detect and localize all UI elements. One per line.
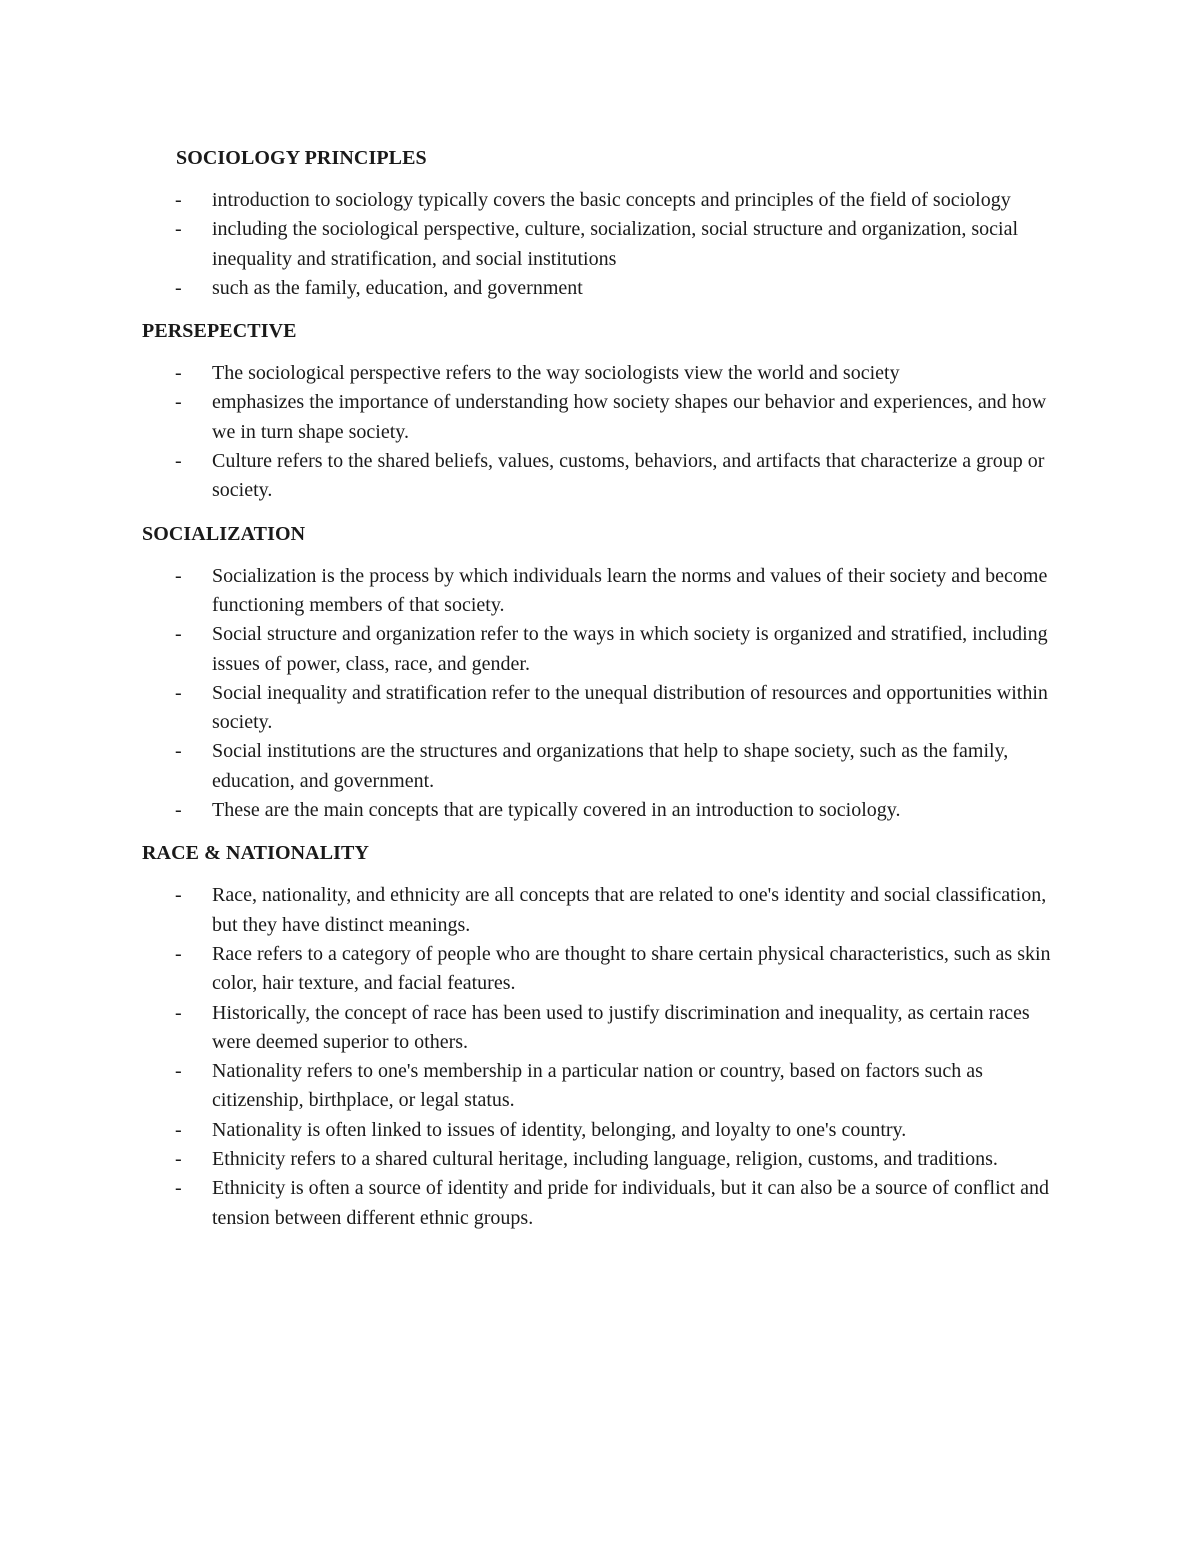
bullet-dash: -	[175, 1177, 182, 1200]
list-item-text: Race refers to a category of people who are thought to share certain physical characteristics, such as skin color, hair texture, and facial features.	[212, 942, 1051, 995]
list-item-text: Historically, the concept of race has been used to justify discrimination and inequality, as certain races were deemed superior to others.	[212, 1001, 1030, 1053]
list-item	[142, 562, 1070, 621]
section-heading: RACE & NATIONALITY	[142, 842, 370, 865]
list-item-text: including the sociological perspective, culture, socialization, social structure and organization, social inequality and stratification, and social institutions	[212, 218, 1019, 270]
list-item-text: The sociological perspective refers to the way sociologists view the world and society	[212, 362, 900, 385]
section-socialization	[142, 520, 1070, 826]
list-item	[142, 999, 1070, 1058]
list-item-text: Social structure and organization refer to the ways in which society is organized and stratified, including issues of power, class, race, and gender.	[212, 623, 1048, 675]
list-item	[142, 215, 1070, 274]
bullet-list	[142, 186, 1070, 303]
bullet-list	[142, 881, 1070, 1233]
bullet-dash: -	[175, 942, 182, 965]
bullet-dash: -	[175, 362, 182, 385]
list-item-text: introduction to sociology typically covers the basic concepts and principles of the field of sociology	[212, 189, 1011, 211]
list-item-text: Ethnicity is often a source of identity and pride for individuals, but it can also be a source of conflict and tension between different ethnic groups.	[212, 1177, 1049, 1229]
section-heading: PERSEPECTIVE	[142, 320, 297, 343]
list-item	[142, 881, 1070, 940]
list-item	[142, 620, 1070, 679]
bullet-dash: -	[175, 681, 182, 704]
bullet-dash: -	[175, 884, 182, 907]
list-item-text: Social inequality and stratification refer to the unequal distribution of resources and opportunities within society.	[212, 681, 1048, 734]
list-item	[142, 274, 1070, 303]
bullet-dash: -	[175, 799, 182, 822]
list-item	[142, 679, 1070, 738]
list-item-text: Nationality is often linked to issues of identity, belonging, and loyalty to one's country.	[212, 1118, 907, 1141]
list-item	[142, 940, 1070, 999]
list-item-text: Nationality refers to one's membership in a particular nation or country, based on factors such as citizenship, birthplace, or legal status.	[212, 1060, 983, 1112]
list-item-text: such as the family, education, and government	[212, 276, 583, 299]
list-item	[142, 447, 1070, 506]
list-item	[142, 796, 1070, 825]
list-item	[142, 359, 1070, 388]
bullet-dash: -	[175, 1148, 182, 1171]
section-race-nationality	[142, 839, 1070, 1233]
section-perspective	[142, 317, 1070, 505]
list-item-text: These are the main concepts that are typically covered in an introduction to sociology.	[212, 799, 901, 822]
bullet-dash: -	[175, 391, 182, 414]
bullet-list	[142, 562, 1070, 826]
bullet-dash: -	[175, 623, 182, 646]
list-item	[142, 1174, 1070, 1233]
list-item	[142, 1057, 1070, 1116]
bullet-dash: -	[175, 1060, 182, 1083]
list-item-text: emphasizes the importance of understanding how society shapes our behavior and experiences, and how we in turn shape society.	[212, 391, 1047, 443]
bullet-dash: -	[175, 276, 182, 299]
list-item-text: Race, nationality, and ethnicity are all concepts that are related to one's identity and social classification, but they have distinct meanings.	[212, 884, 1047, 936]
list-item-text: Culture refers to the shared beliefs, values, customs, behaviors, and artifacts that characterize a group or society.	[212, 450, 1045, 502]
section-sociology-principles	[142, 144, 1070, 303]
bullet-dash: -	[175, 218, 182, 241]
bullet-dash: -	[175, 450, 182, 473]
bullet-dash: -	[175, 564, 182, 587]
list-item-text: Socialization is the process by which individuals learn the norms and values of their society and become functioning members of that society.	[212, 564, 1048, 616]
list-item	[142, 737, 1070, 796]
bullet-dash: -	[175, 740, 182, 763]
list-item	[142, 186, 1070, 215]
list-item	[142, 1145, 1070, 1174]
list-item	[142, 388, 1070, 447]
list-item-text: Ethnicity refers to a shared cultural heritage, including language, religion, customs, and traditions.	[212, 1148, 998, 1171]
bullet-dash: -	[175, 189, 182, 211]
section-heading: SOCIALIZATION	[142, 522, 306, 545]
bullet-list	[142, 359, 1070, 505]
bullet-dash: -	[175, 1001, 182, 1024]
list-item-text: Social institutions are the structures and organizations that help to shape society, such as the family, education, and government.	[212, 740, 1009, 792]
section-heading: SOCIOLOGY PRINCIPLES	[176, 147, 427, 169]
bullet-dash: -	[175, 1118, 182, 1141]
list-item	[142, 1116, 1070, 1145]
